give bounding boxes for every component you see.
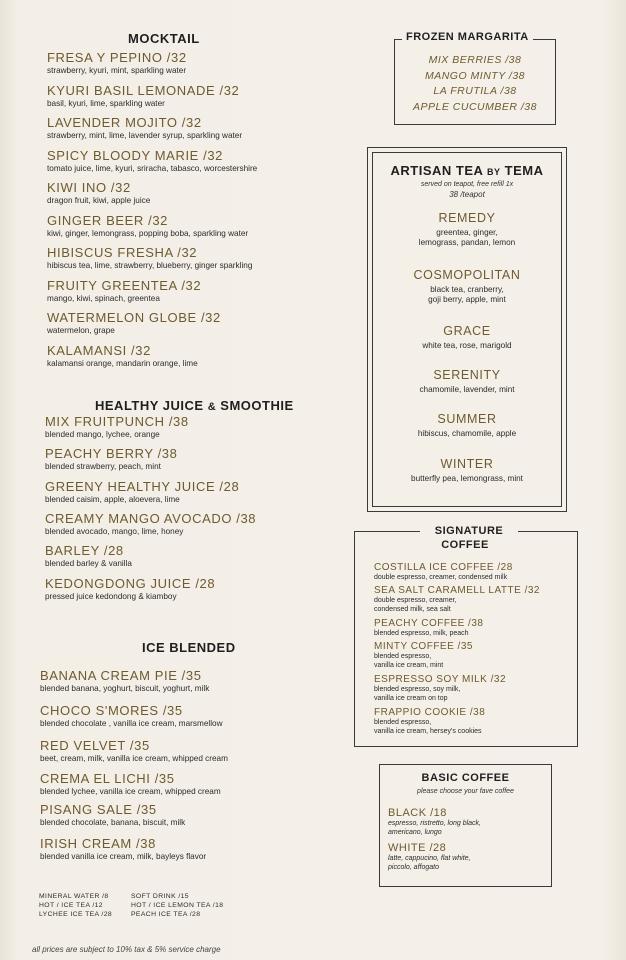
signature-name: SEA SALT CARAMELL LATTE /32	[374, 585, 540, 596]
item-desc: strawberry, kyuri, mint, sparkling water	[47, 66, 187, 75]
frozen-item: MANGO MINTY /38	[424, 69, 526, 82]
item-name: KALAMANSI /32	[47, 342, 151, 358]
item-desc: dragon fruit, kiwi, apple juice	[47, 196, 151, 205]
item-desc: beet, cream, milk, vanilla ice cream, whipped cream	[40, 754, 228, 763]
signature-title-1: SIGNATURE	[420, 525, 518, 537]
signature-desc-1: double espresso, creamer, condensed milk	[374, 574, 508, 581]
item-name: GREENY HEALTHY JUICE /28	[45, 478, 240, 494]
signature-desc-1: double espresso, creamer,	[374, 597, 457, 604]
frozen-margarita-title: FROZEN MARGARITA	[402, 31, 533, 43]
item-name: IRISH CREAM /38	[40, 836, 156, 851]
tea-desc-1: black tea, cranberry,	[430, 285, 504, 294]
item-desc: watermelon, grape	[47, 326, 115, 335]
basic-item	[388, 842, 471, 872]
tea-name: REMEDY	[438, 211, 496, 225]
item-name: MIX FRUITPUNCH /38	[45, 414, 189, 429]
signature-desc-2: vanilla ice cream on top	[374, 694, 448, 702]
item-desc: kalamansi orange, mandarin orange, lime	[47, 358, 198, 368]
tea-desc-1: chamomile, lavender, mint	[419, 385, 515, 394]
item-desc: kiwi, ginger, lemongrass, popping boba, sparkling water	[47, 228, 249, 238]
healthy-title-end: SMOOTHIE	[220, 398, 294, 413]
tea-name: SERENITY	[433, 368, 501, 382]
artisan-title-by: BY	[487, 167, 501, 177]
item-desc: blended mango, lychee, orange	[45, 430, 160, 439]
item-name: PISANG SALE /35	[40, 802, 157, 817]
tea-name: SUMMER	[437, 412, 497, 426]
menu-item	[47, 278, 201, 304]
misc-drink-item: HOT / ICE TEA /12	[39, 902, 103, 909]
misc-drink-item: HOT / ICE LEMON TEA /18	[131, 902, 224, 909]
menu-item	[47, 310, 221, 336]
menu-item	[45, 479, 239, 505]
signature-desc-1: blended espresso, soy milk,	[374, 686, 461, 693]
tea-name: GRACE	[443, 324, 491, 338]
misc-drink-item: PEACH ICE TEA /28	[131, 911, 201, 918]
item-name: CHOCO S'MORES /35	[40, 703, 183, 718]
misc-drink-item: MINERAL WATER /8	[39, 893, 109, 900]
tea-desc-2: lemograss, pandan, lemon	[418, 238, 516, 247]
item-name: CREAMY MANGO AVOCADO /38	[45, 510, 257, 526]
signature-title-2: COFFEE	[441, 539, 489, 551]
menu-item	[40, 836, 206, 862]
mocktail-title: MOCKTAIL	[128, 31, 200, 46]
signature-name: MINTY COFFEE /35	[374, 641, 473, 652]
basic-item	[388, 807, 481, 837]
item-name: BARLEY /28	[45, 543, 124, 559]
signature-desc-1: blended espresso,	[374, 719, 432, 726]
item-name: PEACHY BERRY /38	[45, 446, 178, 462]
item-desc: strawberry, mint, lime, lavender syrup, sparkling water	[47, 131, 243, 140]
item-desc: hibiscus tea, lime, strawberry, blueberry, ginger sparkling	[47, 261, 253, 270]
basic-desc-2: americano, lungo	[388, 828, 442, 836]
menu-item	[45, 543, 132, 569]
basic-list	[368, 0, 548, 900]
item-desc: blended chocolate , vanilla ice cream, marsmellow	[40, 719, 223, 728]
item-desc: blended banana, yoghurt, biscuit, yoghurt, milk	[40, 684, 210, 693]
tea-desc-1: hibiscus, chamomile, apple	[417, 429, 517, 438]
menu-item	[45, 511, 256, 537]
item-desc: pressed juice kedondong & kiamboy	[45, 591, 177, 601]
item-name: KYURI BASIL LEMONADE /32	[47, 82, 240, 98]
menu-item	[47, 245, 252, 271]
artisan-sub1: served on teapot, free refill 1x	[420, 181, 514, 188]
ice-blended-title: ICE BLENDED	[142, 640, 236, 655]
frozen-item: MIX BERRIES /38	[428, 54, 522, 66]
item-desc: mango, kiwi, spinach, greentea	[47, 293, 160, 303]
item-desc: blended chocolate, banana, biscuit, milk	[40, 818, 186, 827]
artisan-title-a: ARTISAN TEA	[390, 163, 483, 178]
menu-item	[47, 213, 248, 239]
menu-item	[40, 771, 221, 797]
basic-name: BLACK /18	[388, 807, 447, 819]
basic-desc-1: espresso, ristretto, long black,	[388, 820, 481, 827]
misc-drink-item: LYCHEE ICE TEA /28	[39, 911, 113, 918]
signature-name: ESPRESSO SOY MILK /32	[374, 674, 507, 685]
menu-item	[47, 50, 187, 76]
healthy-title-main: HEALTHY JUICE	[95, 398, 204, 413]
frozen-item: LA FRUTILA /38	[433, 85, 517, 97]
menu-item	[47, 180, 150, 206]
signature-name: PEACHY COFFEE /38	[374, 618, 484, 629]
tea-desc-2: goji berry, apple, mint	[428, 295, 506, 304]
signature-name: COSTILLA ICE COFFEE /28	[374, 562, 513, 573]
item-name: RED VELVET /35	[40, 738, 150, 753]
signature-desc-1: blended espresso,	[374, 653, 432, 660]
basic-subtitle: please choose your fave coffee	[417, 788, 514, 795]
tea-desc-1: greentea, ginger,	[436, 228, 498, 237]
basic-name: WHITE /28	[388, 842, 447, 854]
healthy-title	[95, 398, 294, 413]
item-name: SPICY BLOODY MARIE /32	[47, 147, 224, 163]
item-desc: basil, kyuri, lime, sparkling water	[47, 98, 165, 108]
signature-name: FRAPPIO COOKIE /38	[374, 707, 486, 718]
basic-title: BASIC COFFEE	[421, 772, 510, 784]
signature-desc-2: vanilla ice cream, hersey's cookies	[374, 727, 482, 735]
item-name: FRUITY GREENTEA /32	[47, 277, 202, 293]
item-name: LAVENDER MOJITO /32	[47, 115, 202, 130]
menu-item	[47, 83, 239, 109]
item-name: FRESA Y PEPINO /32	[47, 50, 187, 65]
tea-name: WINTER	[440, 457, 494, 471]
menu-item	[40, 703, 222, 729]
item-name: CREMA EL LICHI /35	[40, 771, 175, 786]
frozen-item: APPLE CUCUMBER /38	[413, 100, 537, 113]
basic-desc-2: piccolo, affogato	[388, 863, 439, 871]
menu-item	[45, 576, 215, 602]
tea-name: COSMOPOLITAN	[413, 268, 521, 282]
item-name: BANANA CREAM PIE /35	[40, 668, 202, 683]
menu-item	[47, 115, 242, 141]
menu-item	[47, 148, 257, 174]
signature-desc-2: vanilla ice cream, mint	[374, 661, 444, 669]
menu-item	[45, 446, 177, 472]
item-desc: blended barley & vanilla	[45, 559, 132, 569]
item-desc: blended lychee, vanilla ice cream, whipped cream	[40, 787, 221, 796]
item-name: KIWI INO /32	[47, 180, 131, 195]
item-name: WATERMELON GLOBE /32	[47, 310, 221, 325]
item-desc: blended strawberry, peach, mint	[45, 462, 161, 472]
basic-desc-1: latte, cappucino, flat white,	[388, 855, 471, 862]
menu-item	[40, 738, 228, 764]
menu-item	[40, 802, 185, 828]
item-name: KEDONGDONG JUICE /28	[45, 575, 216, 591]
misc-drink-item: SOFT DRINK /15	[131, 893, 189, 900]
item-desc: blended avocado, mango, lime, honey	[45, 526, 184, 536]
tea-desc-1: butterfly pea, lemongrass, mint	[411, 474, 523, 483]
signature-desc-1: blended espresso, milk, peach	[374, 630, 469, 637]
artisan-sub2: 38 /teapot	[449, 190, 485, 199]
tax-footnote: all prices are subject to 10% tax & 5% service charge	[32, 945, 221, 954]
healthy-title-amp: &	[207, 401, 217, 413]
menu-item	[40, 668, 209, 694]
item-name: HIBISCUS FRESHA /32	[47, 245, 198, 260]
menu-item	[45, 414, 189, 440]
item-name: GINGER BEER /32	[47, 212, 168, 228]
menu-item	[47, 343, 198, 369]
tea-desc-1: white tea, rose, marigold	[422, 341, 512, 350]
item-desc: blended vanilla ice cream, milk, bayleys flavor	[40, 852, 207, 861]
artisan-title-b: TEMA	[504, 163, 544, 178]
item-desc: blended caisim, apple, aloevera, lime	[45, 494, 180, 504]
signature-desc-2: condensed milk, sea salt	[374, 605, 451, 613]
item-desc: tomato juice, lime, kyuri, sriracha, tabasco, worcestershire	[47, 163, 258, 173]
